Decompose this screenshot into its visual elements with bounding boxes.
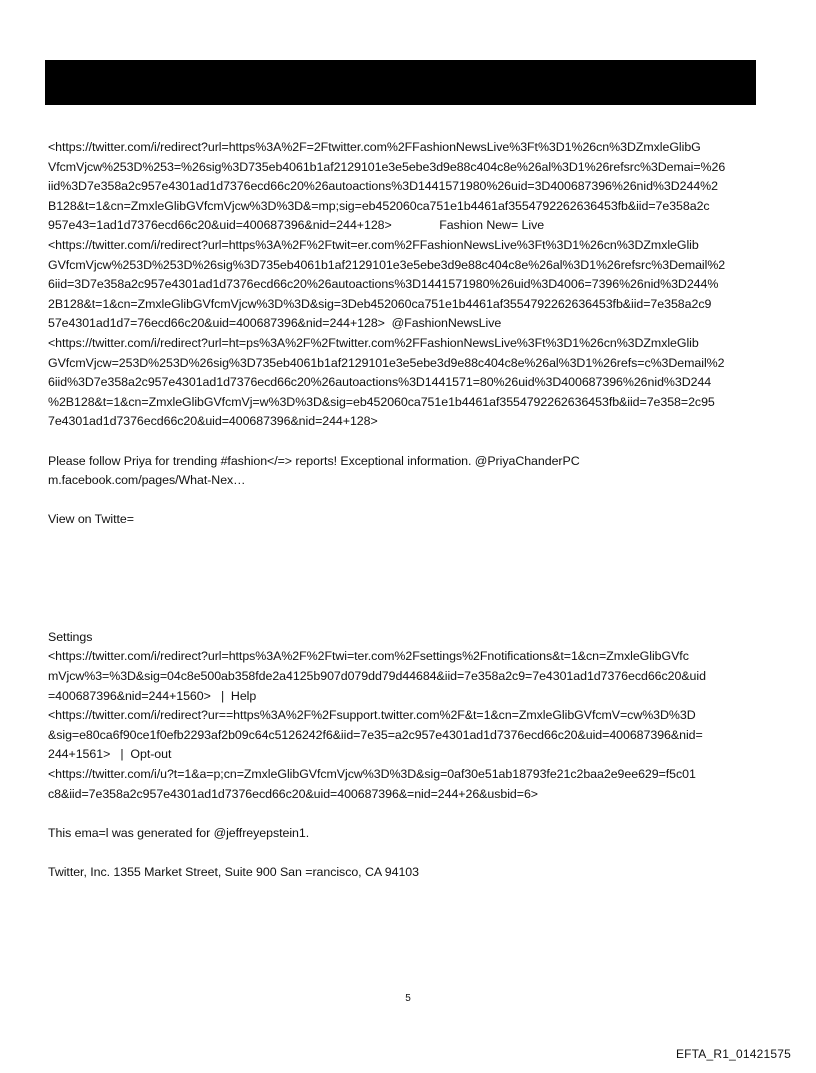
redaction-bar xyxy=(45,60,756,105)
text-line[interactable]: 57e4301ad1d7=76ecd66c20&uid=400687396&nid=244+128> @FashionNewsLive xyxy=(48,316,502,331)
text-line[interactable]: <https://twitter.com/i/redirect?url=https%3A%2F=2Ftwitter.com%2FFashionNewsLive%3Ft%3D1%26cn%3DZmxleGlibG xyxy=(48,140,701,154)
text-line[interactable]: <https://twitter.com/i/redirect?url=https%3A%2F%2Ftwit=er.com%2FFashionNewsLive%3Ft%3D1%26cn%3DZmxleGlib xyxy=(48,237,699,252)
company-address: Twitter, Inc. 1355 Market Street, Suite 900 San =rancisco, CA 94103 xyxy=(48,865,419,879)
text-line[interactable]: VfcmVjcw%253D%253=%26sig%3D735eb4061b1af2129101e3e5ebe3d9e88c404c8e%26al%3D1%26refsrc%3Demai=%26 xyxy=(48,159,726,174)
tweet-text xyxy=(48,452,772,491)
text-line[interactable]: B128&t=1&cn=ZmxleGlibGVfcmVjcw%3D%3D&=mp;sig=eb452060ca751e1b4461af3554792262636453fb&iid=7e358a2c xyxy=(48,198,710,213)
document-id: EFTA_R1_01421575 xyxy=(675,1047,791,1061)
text-line[interactable]: <https://twitter.com/i/redirect?url=https%3A%2F%2Ftwi=ter.com%2Fsettings%2Fnotifications&t=1&cn=ZmxleGlibGVfc xyxy=(48,649,689,664)
text-line[interactable]: 244+1561> | Opt-out xyxy=(48,747,172,762)
link-block-fashion-news-live xyxy=(48,138,772,432)
text-line[interactable]: iid%3D7e358a2c957e4301ad1d7376ecd66c20%26autoactions%3D1441571980%26uid=3D400687396%26nid%3D244%2 xyxy=(48,179,718,194)
text-line[interactable]: 957e43=1ad1d7376ecd66c20&uid=400687396&nid=244+128> Fashion New= Live xyxy=(48,218,545,233)
text-line: Please follow Priya for trending #fashion</=> reports! Exceptional information. @PriyaChanderPC xyxy=(48,453,580,468)
settings-block xyxy=(48,628,772,804)
text-line[interactable]: =400687396&nid=244+1560> | Help xyxy=(48,688,257,703)
email-body xyxy=(48,138,772,883)
text-line[interactable]: <https://twitter.com/i/redirect?url=ht=ps%3A%2F%2Ftwitter.com%2FFashionNewsLive%3Ft%3D1%26cn%3DZmxleGlib xyxy=(48,335,699,350)
generated-for-text: This ema=l was generated for @jeffreyepstein1. xyxy=(48,825,310,840)
text-line[interactable]: 6iid%3D7e358a2c957e4301ad1d7376ecd66c20%26autoactions%3D1441571=80%26uid%3D400687396%26nid%3D244 xyxy=(48,375,712,390)
settings-label[interactable]: Settings xyxy=(48,629,93,644)
page-number: 5 xyxy=(405,993,411,1004)
text-line[interactable]: 6iid=3D7e358a2c957e4301ad1d7376ecd66c20%26autoactions%3D1441571980%26uid%3D4006=7396%26nid%3D244% xyxy=(48,277,719,292)
text-line[interactable]: 2B128&t=1&cn=ZmxleGlibGVfcmVjcw%3D%3D&sig=3Deb452060ca751e1b4461af3554792262636453fb&iid=7e358a2c9 xyxy=(48,296,712,311)
text-line[interactable]: GVfcmVjcw%253D%253D%26sig%3D735eb4061b1af2129101e3e5ebe3d9e88c404c8e%26al%3D1%26refsrc%3Demail%2 xyxy=(48,257,726,272)
text-line[interactable]: c8&iid=7e358a2c957e4301ad1d7376ecd66c20&uid=400687396&=nid=244+26&usbid=6> xyxy=(48,786,538,801)
text-line[interactable]: mVjcw%3=%3D&sig=04c8e500ab358fde2a4125b907d079dd79d44684&iid=7e358a2c9=7e4301ad1d7376ecd66c20&uid xyxy=(48,669,706,684)
view-on-twitter-link[interactable]: View on Twitte= xyxy=(48,512,134,527)
text-line[interactable]: <https://twitter.com/i/redirect?ur==https%3A%2F%2Fsupport.twitter.com%2F&t=1&cn=ZmxleGlibGVfcmV=cw%3D%3D xyxy=(48,708,696,723)
text-line[interactable]: <https://twitter.com/i/u?t=1&a=p;cn=ZmxleGlibGVfcmVjcw%3D%3D&sig=0af30e51ab18793fe21c2baa2e9ee629=f5c01 xyxy=(48,767,696,782)
text-line[interactable]: 7e4301ad1d7376ecd66c20&uid=400687396&nid=244+128> xyxy=(48,414,378,429)
text-line[interactable]: &sig=e80ca6f90ce1f0efb2293af2b09c64c5126242f6&iid=7e35=a2c957e4301ad1d7376ecd66c20&uid=400687396&nid= xyxy=(48,727,703,742)
text-line[interactable]: m.facebook.com/pages/What-Nex… xyxy=(48,473,246,488)
text-line[interactable]: GVfcmVjcw=253D%253D%26sig%3D735eb4061b1af2129101e3e5ebe3d9e88c404c8e%26al%3D1%26refs=c%3Demail%2 xyxy=(48,355,725,370)
text-line[interactable]: %2B128&t=1&cn=ZmxleGlibGVfcmVj=w%3D%3D&sig=eb452060ca751e1b4461af3554792262636453fb&iid=7e358=2c95 xyxy=(48,394,715,409)
